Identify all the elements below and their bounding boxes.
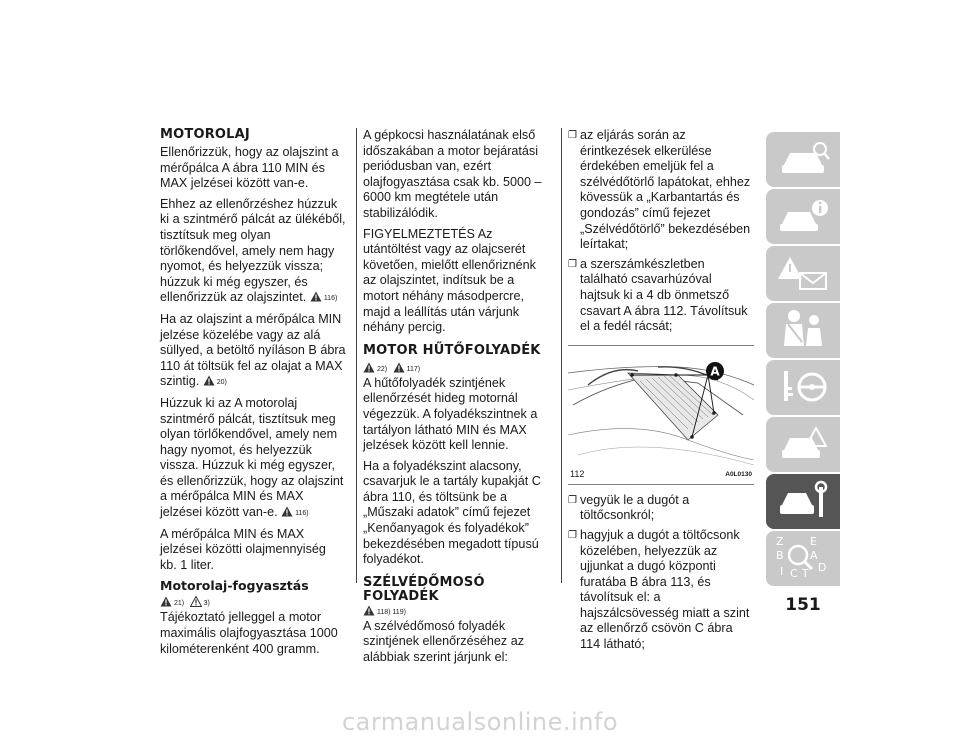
tab-dashboard-controls[interactable]: [766, 132, 840, 187]
tab-safety[interactable]: [766, 303, 840, 358]
warning-icon: [310, 291, 322, 302]
list-item: ❐ hagyjuk a dugót a töltőcsonk közelében, helyezzük az ujjunkat a dugó központi furatába B ábra 113, és távolítsuk el: a hajszálcsövesség miatt a szint az ellenőrző csövön C ábra 114 látható;: [568, 527, 750, 652]
warning-icon: [363, 605, 375, 616]
list-item: ❐ a szerszámkészletben található csavarhúzóval hajtsuk ki a 4 db önmetsző csavart A ábra 112. Távolítsuk el a fedél rácsát;: [568, 256, 748, 334]
car-emergency-icon: [776, 422, 832, 466]
tab-maintenance[interactable]: [766, 474, 840, 529]
figure-callout-a: A: [710, 364, 720, 379]
svg-text:Z: Z: [776, 535, 784, 548]
svg-text:B: B: [776, 549, 784, 562]
warning-icon: [203, 375, 215, 386]
figure-number: 112: [570, 469, 585, 480]
warning-refs: [363, 604, 551, 617]
windshield-cowl-illustration: [568, 345, 754, 485]
svg-text:I: I: [780, 565, 784, 578]
warning-icon: [160, 596, 172, 607]
tab-emergency[interactable]: [766, 417, 840, 472]
footnote-ref: 116): [323, 295, 338, 303]
tab-starting-driving[interactable]: [766, 360, 840, 415]
column-divider: [561, 128, 562, 583]
paragraph: Tájékoztató jelleggel a motor maximális olajfogyasztása 1000 kilométerenként 400 gramm.: [160, 610, 338, 656]
heading-motor-hutofolyadek: MOTOR HŰTŐFOLYADÉK: [363, 342, 541, 358]
car-info-icon: [776, 194, 832, 238]
tab-index[interactable]: [766, 531, 840, 586]
paragraph: A szélvédőmosó folyadék szintjének ellenőrzéséhez az alábbiak szerint járjunk el:: [363, 618, 525, 665]
footnote-ref: 117): [406, 365, 421, 373]
warning-icon: [393, 362, 405, 373]
column-left: [160, 128, 346, 662]
svg-text:T: T: [802, 567, 809, 580]
checkbox-bullet-icon: ❐: [568, 130, 577, 141]
paragraph: Ehhez az ellenőrzéshez húzzuk ki a szintmérő pálcát az ülékéből, tisztítsuk meg olyan törlőkendővel, amely nem hagy nyomot, és helyezzük vissza; húzzuk ki még egyszer, és ellenőrizzük az olajszintet. 116): [160, 196, 346, 305]
tab-vehicle-info[interactable]: [766, 189, 840, 244]
warning-message-icon: [776, 251, 832, 295]
car-wrench-icon: [776, 479, 832, 523]
svg-text:A: A: [810, 549, 818, 562]
paragraph: A hűtőfolyadék szintjének ellenőrzését hideg motornál végezzük. A folyadékszintnek a tartályon látható MIN és MAX jelzések között kell lennie.: [363, 375, 538, 453]
paragraph: A gépkocsi használatának első időszakában a motor bejáratási periódusban van, ezért olajfogyasztása csak kb. 5000 – 6000 km megtétele után stabilizálódik.: [363, 128, 542, 220]
checkbox-bullet-icon: ❐: [568, 529, 577, 541]
column-middle: [363, 128, 551, 671]
warning-icon: [363, 362, 375, 373]
watermark-footer: carmanualsonline.info: [341, 708, 619, 736]
paragraph: A mérőpálca MIN és MAX jelzései közötti olajmennyiség kb. 1 liter.: [160, 526, 326, 572]
list-item: ❐ az eljárás során az érintkezések elkerülése érdekében emeljük fel a szélvédőtörlő lapátokat, ehhez kövessük a „Karbantartás és gondozás” című fejezet „Szélvédőtörlő” bekezdésében leírtakat;: [568, 128, 751, 252]
warning-icon: [281, 506, 293, 517]
caution-icon: [190, 596, 202, 607]
key-steering-wheel-icon: [776, 365, 832, 409]
tab-warning-lights[interactable]: [766, 246, 840, 301]
paragraph: FIGYELMEZTETÉS Az utántöltést vagy az olajcserét követően, mielőtt ellenőriznénk az olajszintet, indítsuk be a motort néhány másodpercre, majd a leállítás után várjunk néhány percig.: [363, 226, 536, 335]
heading-szelvedomoso: SZÉLVÉDŐMOSÓ FOLYADÉK: [363, 574, 485, 604]
paragraph: Ellenőrizzük, hogy az olajszint a mérőpálca A ábra 110 MIN és MAX jelzései között van-e.: [160, 145, 339, 191]
footnote-ref: 20): [216, 379, 227, 387]
list-item: ❐ vegyük le a dugót a töltőcsonkról;: [568, 492, 690, 523]
figure-112: [568, 345, 754, 485]
footnote-ref: 3): [203, 600, 210, 608]
paragraph: Ha az olajszint a mérőpálca MIN jelzése közelébe vagy az alá süllyed, a betöltő nyíláson B ábra 110 át töltsük fel az olajat a MAX szintig. 20): [160, 311, 346, 389]
seatbelt-person-icon: [776, 308, 832, 352]
footnote-ref: 22): [377, 365, 388, 373]
column-divider: [356, 128, 357, 583]
heading-motorolaj: MOTOROLAJ: [160, 127, 250, 142]
svg-text:D: D: [818, 561, 827, 574]
column-right: [568, 128, 754, 657]
alphabet-index-icon: [774, 533, 834, 583]
page-number: 151: [785, 595, 821, 615]
checkbox-bullet-icon: ❐: [568, 494, 577, 506]
warning-refs: [160, 595, 346, 608]
svg-text:E: E: [810, 535, 817, 548]
paragraph: Ha a folyadékszint alacsony, csavarjuk le a tartály kupakját C ábra 110, és töltsünk be a „Műszaki adatok” című fejezet „Kenőanyagok és folyadékok” bekezdésében megadott típusú folyadékot.: [363, 458, 541, 567]
figure-code: A0L0130: [725, 471, 752, 479]
footnote-ref: 116): [295, 510, 309, 518]
warning-refs: [363, 361, 551, 374]
footnote-ref: 118) 119): [377, 608, 406, 616]
chapter-tabs: [766, 132, 840, 584]
car-dashboard-icon: [776, 137, 832, 181]
svg-text:C: C: [790, 567, 798, 580]
footnote-ref: 21): [174, 600, 185, 608]
checkbox-bullet-icon: ❐: [568, 258, 577, 270]
paragraph: Húzzuk ki az A motorolaj szintmérő pálcát, tisztítsuk meg olyan törlőkendővel, amely nem hagy nyomot, és helyezzük vissza. Húzzuk ki még egyszer, és ellenőrizzük, hogy az olajszint a mérőpálca MIN és MAX jelzései között van-e. 116): [160, 395, 344, 520]
heading-olajfogyasztas: Motorolaj-fogyasztás: [160, 578, 309, 594]
